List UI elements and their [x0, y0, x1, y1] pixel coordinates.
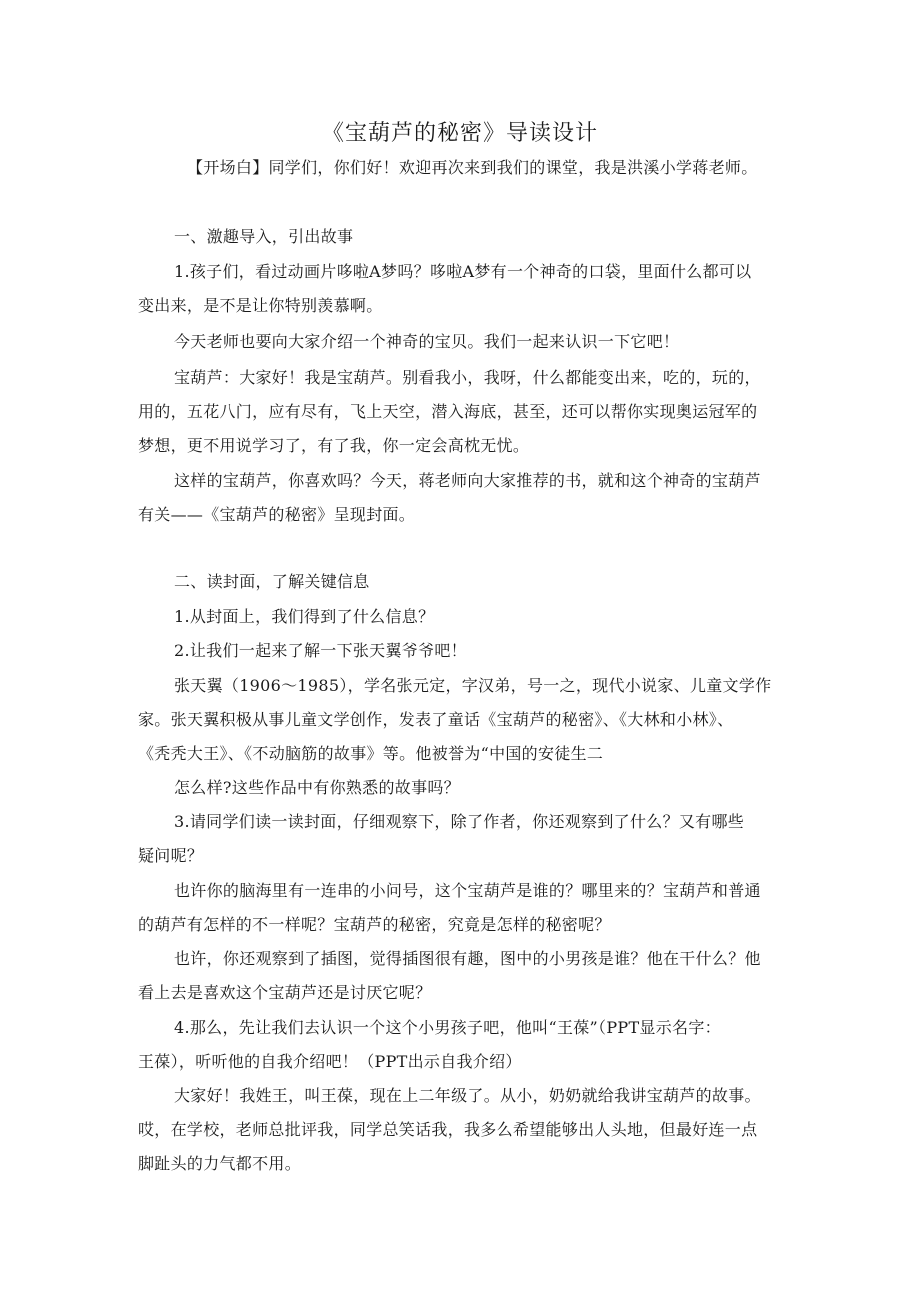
paragraph-line: 哎，在学校，老师总批评我，同学总笑话我，我多么希望能够出人头地，但最好连一点	[138, 1120, 758, 1139]
paragraph-line: 变出来，是不是让你特别羡慕啊。	[138, 296, 383, 315]
paragraph-line: 3.请同学们读一读封面，仔细观察下，除了作者，你还观察到了什么？又有哪些	[174, 812, 745, 831]
paragraph-line: 也许，你还观察到了插图，觉得插图很有趣，图中的小男孩是谁？他在干什么？他	[174, 949, 761, 968]
paragraph-line: 也许你的脑海里有一连串的小问号，这个宝葫芦是谁的？哪里来的？宝葫芦和普通	[174, 881, 761, 900]
paragraph-line: 今天老师也要向大家介绍一个神奇的宝贝。我们一起来认识一下它吧！	[174, 332, 680, 351]
paragraph-line: 梦想，更不用说学习了，有了我，你一定会高枕无忧。	[138, 436, 530, 455]
section1-heading: 一、激趣导入，引出故事	[174, 227, 354, 246]
paragraph-line: 看上去是喜欢这个宝葫芦还是讨厌它呢？	[138, 983, 432, 1002]
opening-line: 【开场白】同学们，你们好！欢迎再次来到我们的课堂，我是洪溪小学蒋老师。	[187, 158, 758, 177]
paragraph-line: 脚趾头的力气都不用。	[138, 1154, 302, 1173]
paragraph-line: 家。张天翼积极从事儿童文学创作，发表了童话《宝葫芦的秘密》、《大林和小林》、	[138, 710, 734, 729]
paragraph-line: 有关——《宝葫芦的秘密》呈现封面。	[138, 505, 416, 524]
paragraph-line: 怎么样?这些作品中有你熟悉的故事吗？	[174, 778, 460, 797]
paragraph-line: 的葫芦有怎样的不一样呢？宝葫芦的秘密，究竟是怎样的秘密呢？	[138, 915, 611, 934]
paragraph-line: 王葆），听听他的自我介绍吧！（PPT出示自我介绍）	[138, 1052, 522, 1071]
paragraph-line: 大家好！我姓王，叫王葆，现在上二年级了。从小，奶奶就给我讲宝葫芦的故事。	[174, 1086, 761, 1105]
paragraph-line: 张天翼（1906～1985），学名张元定，字汉弟，号一之，现代小说家、儿童文学作	[174, 676, 772, 695]
paragraph-line: 宝葫芦：大家好！我是宝葫芦。别看我小，我呀，什么都能变出来，吃的，玩的，	[174, 368, 761, 387]
paragraph-line: 1.孩子们，看过动画片哆啦A梦吗？哆啦A梦有一个神奇的口袋，里面什么都可以	[174, 262, 752, 281]
paragraph-line: 1.从封面上，我们得到了什么信息？	[174, 607, 435, 626]
paragraph-line: 4.那么，先让我们去认识一个这个小男孩子吧，他叫“王葆”（PPT显示名字：	[174, 1018, 721, 1037]
section2-heading: 二、读封面，了解关键信息	[174, 572, 370, 591]
paragraph-line: 2.让我们一起来了解一下张天翼爷爷吧！	[174, 641, 467, 660]
paragraph-line: 疑问呢？	[138, 846, 204, 865]
document-title: 《宝葫芦的秘密》导读设计	[321, 121, 598, 146]
paragraph-line: 这样的宝葫芦，你喜欢吗？今天，蒋老师向大家推荐的书，就和这个神奇的宝葫芦	[174, 471, 761, 490]
paragraph-line: 用的，五花八门，应有尽有，飞上天空，潜入海底，甚至，还可以帮你实现奥运冠军的	[138, 402, 758, 421]
paragraph-line: 《秃秃大王》、《不动脑筋的故事》等。他被誉为“中国的安徒生二	[138, 744, 604, 763]
